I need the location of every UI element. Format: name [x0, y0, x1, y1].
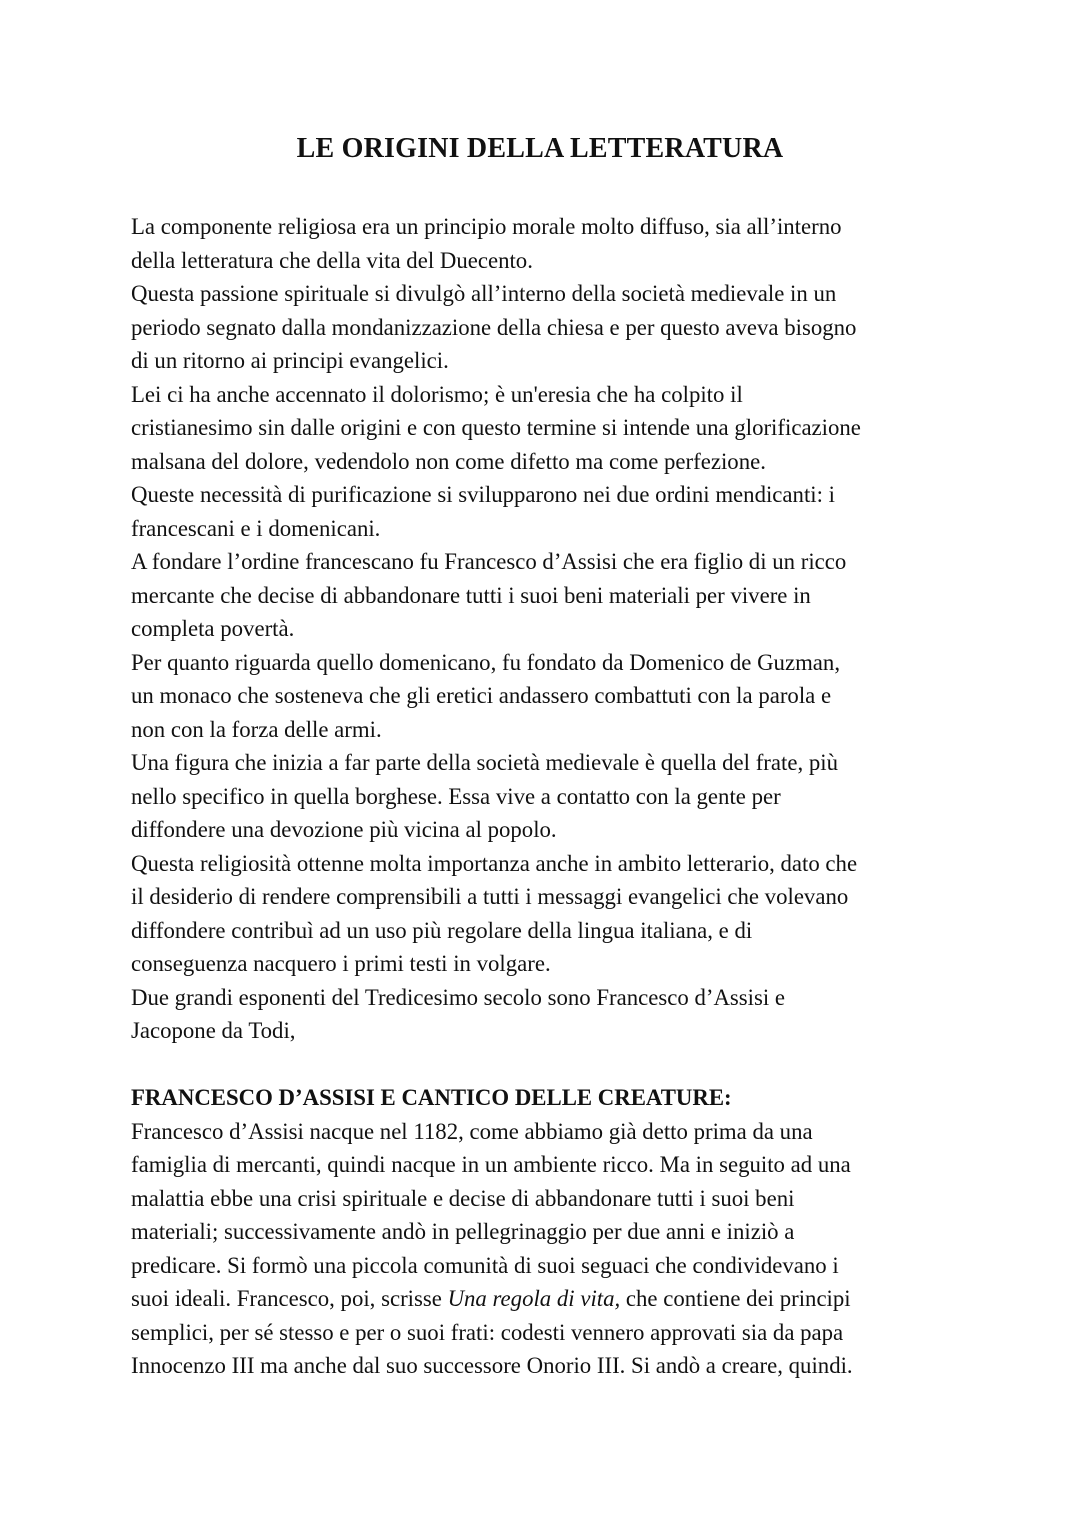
text-line: Lei ci ha anche accennato il dolorismo; è un'eresia che ha colpito il: [131, 382, 743, 407]
page-title: LE ORIGINI DELLA LETTERATURA: [296, 133, 784, 164]
text-line: cristianesimo sin dalle origini e con questo termine si intende una glorificazione: [131, 415, 861, 440]
text-line: di un ritorno ai principi evangelici.: [131, 348, 449, 373]
section-heading: FRANCESCO D’ASSISI E CANTICO DELLE CREATURE:: [131, 1085, 732, 1110]
text-line: semplici, per sé stesso e per o suoi frati: codesti vennero approvati sia da papa: [131, 1320, 844, 1345]
text-line: nello specifico in quella borghese. Essa vive a contatto con la gente per: [131, 784, 781, 809]
text-line: diffondere una devozione più vicina al popolo.: [131, 817, 557, 842]
text-line: della letteratura che della vita del Duecento.: [131, 248, 533, 273]
text-line: La componente religiosa era un principio morale molto diffuso, sia all’interno: [131, 214, 842, 239]
text-line: malsana del dolore, vedendolo non come difetto ma come perfezione.: [131, 449, 766, 474]
text-line: diffondere contribuì ad un uso più regolare della lingua italiana, e di: [131, 918, 753, 943]
text-line: Innocenzo III ma anche dal suo successore Onorio III. Si andò a creare, quindi.: [131, 1353, 853, 1378]
text-line: famiglia di mercanti, quindi nacque in un ambiente ricco. Ma in seguito ad una: [131, 1152, 851, 1177]
text-line: non con la forza delle armi.: [131, 717, 382, 742]
text-line: Due grandi esponenti del Tredicesimo secolo sono Francesco d’Assisi e: [131, 985, 786, 1010]
text-line: Queste necessità di purificazione si svilupparono nei due ordini mendicanti: i: [131, 482, 835, 507]
text-line: conseguenza nacquero i primi testi in volgare.: [131, 951, 551, 976]
text-line: completa povertà.: [131, 616, 295, 641]
text-line: [131, 1284, 851, 1314]
text-line: francescani e i domenicani.: [131, 516, 381, 541]
text-segment: suoi ideali. Francesco, poi, scrisse: [131, 1286, 448, 1311]
text-line: materiali; successivamente andò in pellegrinaggio per due anni e iniziò a: [131, 1219, 795, 1244]
text-line: Francesco d’Assisi nacque nel 1182, come abbiamo già detto prima da una: [131, 1119, 813, 1144]
text-line: Questa passione spirituale si divulgò all’interno della società medievale in un: [131, 281, 837, 306]
text-segment: che contiene dei principi: [620, 1286, 851, 1311]
text-line: Jacopone da Todi,: [131, 1018, 296, 1043]
text-line: predicare. Si formò una piccola comunità di suoi seguaci che condividevano i: [131, 1253, 839, 1278]
text-line: periodo segnato dalla mondanizzazione della chiesa e per questo aveva bisogno: [131, 315, 857, 340]
text-line: Una figura che inizia a far parte della società medievale è quella del frate, più: [131, 750, 838, 775]
text-line: Questa religiosità ottenne molta importanza anche in ambito letterario, dato che: [131, 851, 858, 876]
text-line: A fondare l’ordine francescano fu Francesco d’Assisi che era figlio di un ricco: [131, 549, 847, 574]
work-title: Una regola di vita,: [447, 1286, 621, 1311]
text-line: un monaco che sosteneva che gli eretici andassero combattuti con la parola e: [131, 683, 832, 708]
text-line: Per quanto riguarda quello domenicano, fu fondato da Domenico de Guzman,: [131, 650, 841, 675]
text-line: mercante che decise di abbandonare tutti i suoi beni materiali per vivere in: [131, 583, 811, 608]
text-line: il desiderio di rendere comprensibili a tutti i messaggi evangelici che volevano: [131, 884, 849, 909]
text-line: malattia ebbe una crisi spirituale e decise di abbandonare tutti i suoi beni: [131, 1186, 795, 1211]
